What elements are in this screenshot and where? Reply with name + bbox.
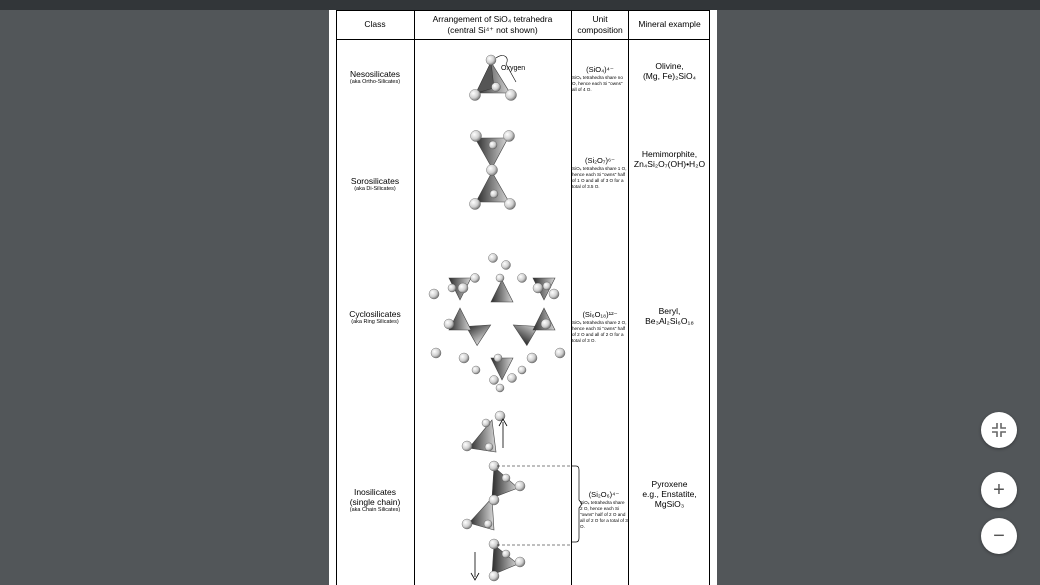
oxygen-label: Oxygen [501,65,526,72]
minus-icon: − [993,525,1005,547]
class-inosilicates: Inosilicates (single chain) (aka Chain Silicates) [349,487,401,513]
plus-icon: + [993,479,1005,501]
viewer-top-bar [0,0,1040,10]
header-unit-composition: Unit composition [577,13,623,35]
unit-bracket [572,462,592,552]
unit-composition-cyclo: (Si₆O₁₈)¹²⁻ SiO₄ tetrahedra share 2 O, hence each Si "owns" half of 2 O and all of 2 O for a total of 3 O. [572,310,627,343]
tetrahedra-illustrations [414,40,571,585]
ring-of-tetrahedra [429,254,565,393]
mineral-beryl: Beryl, Be₃Al₂Si₆O₁₈ [645,306,694,326]
class-sorosilicates: Sorosilicates (aka Di-Silicates) [350,176,400,192]
mineral-olivine: Olivine, (Mg, Fe)₂SiO₄ [642,61,697,81]
zoom-out-button[interactable] [981,518,1017,554]
class-nesosilicates: Nesosilicates (aka Ortho-Silicates) [349,69,401,85]
unit-composition-ino: (Si₂O₆)⁴⁻ SiO₄ tetrahedra share 2 O, hence each Si "owns" half of 2 O and all of 2 O for a total of 3 O. [580,490,628,529]
class-cyclosilicates: Cyclosilicates (aka Ring Silicates) [349,309,401,325]
double-tetrahedra [470,131,516,210]
zoom-in-button[interactable] [981,472,1017,508]
compress-icon [991,422,1007,438]
fit-to-page-button[interactable] [981,412,1017,448]
header-class: Class [364,19,386,29]
single-tetrahedron [470,55,526,101]
mineral-hemimorphite: Hemimorphite, Zn₄Si₂O₇(OH)•H₂O [633,149,706,169]
header-mineral-example: Mineral example [638,19,701,29]
document-page [329,10,717,585]
unit-composition-neso: (SiO₄)⁴⁻ SiO₄ tetrahedra share no O, hence each Si "owns" all of 4 O. [572,65,623,92]
unit-composition-soro: (Si₂O₇)⁶⁻ SiO₄ tetrahedra share 1 O, hence each Si "owns" half of 1 O and all of 3 O for a total of 3.5 O. [572,156,627,189]
mineral-pyroxene: Pyroxene e.g., Enstatite, MgSiO₃ [642,479,697,509]
chain-of-tetrahedra [462,40,571,581]
header-arrangement: Arrangement of SiO₄ tetrahedra (central Si⁴⁺ not shown) [432,13,553,35]
